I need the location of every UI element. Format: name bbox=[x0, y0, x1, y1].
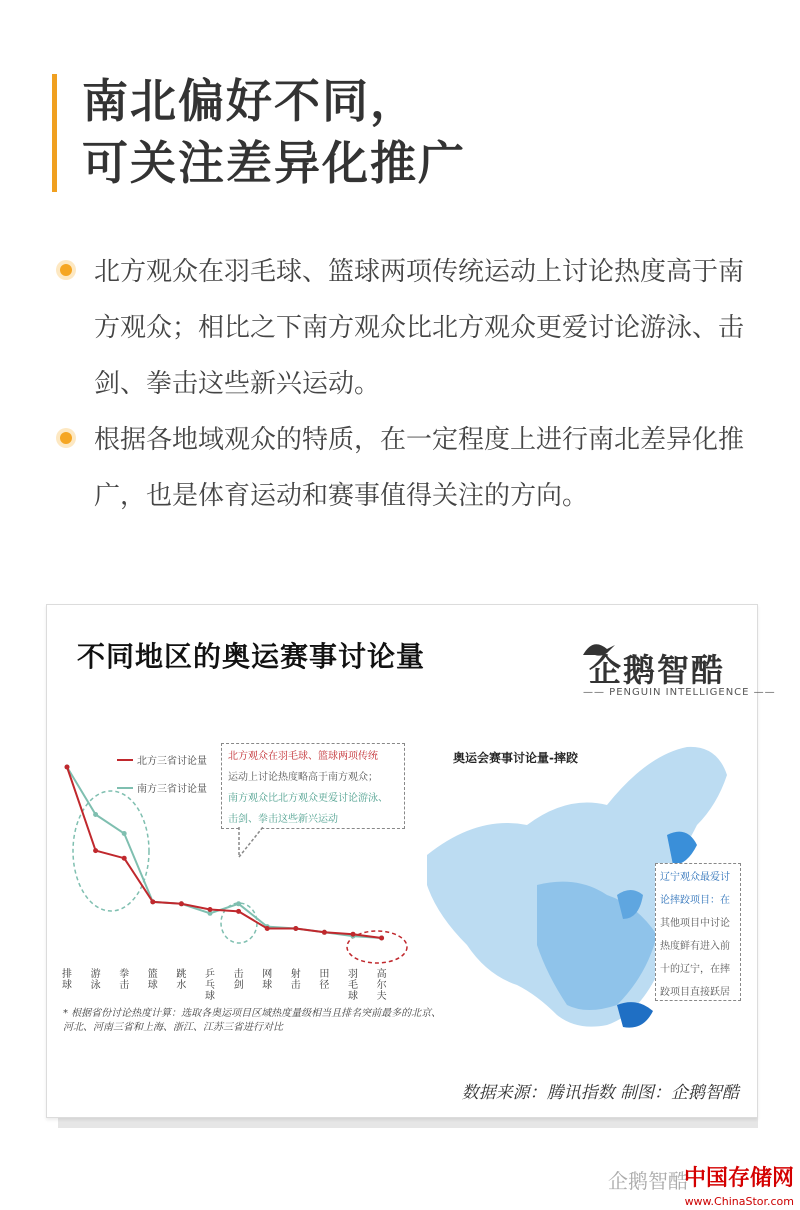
card-title: 不同地区的奥运赛事讨论量 bbox=[77, 640, 426, 673]
data-point bbox=[122, 856, 127, 861]
legend-south: 南方三省讨论量 bbox=[137, 784, 207, 795]
data-point bbox=[122, 831, 127, 836]
data-point bbox=[293, 926, 298, 931]
brand-name: 企鹅智酷 bbox=[589, 651, 726, 689]
map-annotation-line: 跤项目直接跃居 bbox=[660, 987, 730, 998]
x-tick-label: 高尔夫 bbox=[376, 969, 387, 1002]
headline bbox=[82, 70, 466, 194]
bullet-dot-icon bbox=[60, 264, 72, 276]
brand-tagline: —— PENGUIN INTELLIGENCE —— bbox=[583, 687, 776, 698]
x-tick-label: 田径 bbox=[319, 969, 330, 991]
data-point bbox=[179, 901, 184, 906]
map-annotation-line: 其他项目中讨论 bbox=[660, 918, 730, 929]
data-point bbox=[150, 899, 155, 904]
x-tick-label: 篮球 bbox=[147, 969, 158, 991]
headline-accent-bar bbox=[52, 74, 57, 192]
x-tick-label: 射击 bbox=[290, 969, 301, 991]
brand-logo bbox=[583, 635, 776, 705]
map-annotation bbox=[655, 863, 741, 1001]
bullet-text: 北方观众在羽毛球、篮球两项传统运动上讨论热度高于南方观众；相比之下南方观众比北方观众更爱讨论游泳、击剑、拳击这些新兴运动。 bbox=[94, 257, 745, 399]
map-title: 奥运会赛事讨论量-摔跤 bbox=[453, 751, 578, 765]
chart-card bbox=[46, 604, 776, 1118]
watermark-site-name: 中国存储网 bbox=[683, 1166, 794, 1191]
bullet-dot-icon bbox=[60, 432, 72, 444]
x-tick-label: 乒乓球 bbox=[205, 969, 215, 1002]
data-source: 数据来源：腾讯指数 制图：企鹅智酷 bbox=[461, 1083, 739, 1103]
annotation-pointer bbox=[237, 827, 267, 861]
data-point bbox=[236, 901, 241, 906]
bullet-2 bbox=[60, 412, 760, 524]
map-annotation-line: 十的辽宁，在摔 bbox=[660, 964, 730, 975]
x-tick-label: 游泳 bbox=[90, 969, 101, 991]
map-annotation-line: 辽宁观众最爱讨 bbox=[660, 872, 730, 883]
annotation-line: 南方观众比北方观众更爱讨论游泳、 bbox=[228, 793, 388, 804]
legend-north: 北方三省讨论量 bbox=[137, 756, 207, 767]
data-point bbox=[93, 848, 98, 853]
bullet-1 bbox=[60, 244, 760, 412]
chart-annotation bbox=[221, 743, 405, 829]
data-point bbox=[265, 926, 270, 931]
watermark-logo: 企鹅智酷 bbox=[608, 1169, 688, 1193]
data-point bbox=[93, 812, 98, 817]
x-tick-label: 拳击 bbox=[119, 969, 130, 991]
data-point bbox=[379, 936, 384, 941]
data-point bbox=[322, 930, 327, 935]
x-tick-label: 网球 bbox=[262, 969, 273, 991]
x-tick-label: 跳水 bbox=[176, 969, 187, 991]
data-point bbox=[351, 932, 356, 937]
highlight-circle-1 bbox=[73, 791, 149, 911]
headline-line-1: 南北偏好不同， bbox=[82, 74, 418, 128]
x-tick-label: 羽毛球 bbox=[348, 969, 358, 1002]
annotation-line: 北方观众在羽毛球、篮球两项传统 bbox=[228, 751, 378, 762]
data-point bbox=[208, 907, 213, 912]
headline-line-2: 可关注差异化推广 bbox=[82, 136, 466, 190]
x-tick-label: 排球 bbox=[62, 969, 72, 991]
annotation-line: 击剑、拳击这些新兴运动 bbox=[228, 814, 338, 825]
x-tick-label: 击剑 bbox=[233, 969, 244, 991]
data-point bbox=[65, 765, 70, 770]
map-annotation-line: 热度鲜有进入前 bbox=[660, 941, 730, 952]
bullet-text: 根据各地域观众的特质，在一定程度上进行南北差异化推广，也是体育运动和赛事值得关注的方向。 bbox=[94, 425, 745, 511]
chart-footnote: * 根据省份讨论热度计算：选取各奥运项目区域热度量级相当且排名突前最多的北京、河北、河南三省和上海、浙江、江苏三省进行对比 bbox=[63, 1008, 442, 1033]
annotation-line: 运动上讨论热度略高于南方观众； bbox=[228, 772, 378, 783]
data-point bbox=[236, 909, 241, 914]
map-annotation-line: 论摔跤项目：在 bbox=[660, 895, 730, 906]
watermark-url: www.ChinaStor.com bbox=[684, 1195, 794, 1208]
